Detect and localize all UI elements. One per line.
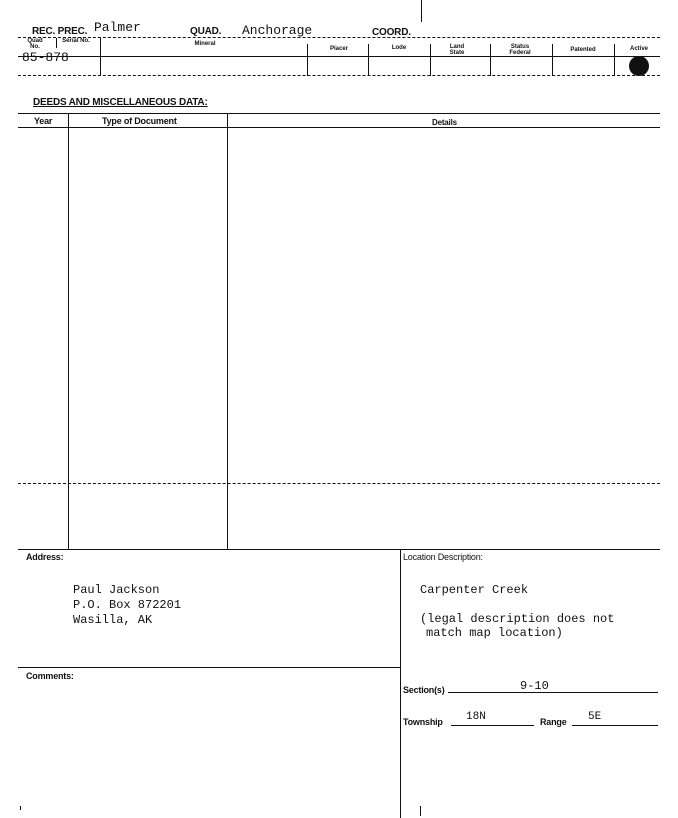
deeds-header-line bbox=[18, 127, 660, 128]
sep-mineral bbox=[307, 44, 308, 76]
sep-serial bbox=[100, 38, 101, 76]
deeds-top-line bbox=[18, 113, 660, 114]
sep-patented bbox=[614, 44, 615, 76]
section-value: 9-10 bbox=[520, 679, 549, 693]
location-note-2: match map location) bbox=[426, 626, 563, 640]
range-label: Range bbox=[540, 717, 567, 727]
col-placer: Placer bbox=[329, 46, 348, 52]
location-name: Carpenter Creek bbox=[420, 583, 529, 597]
comments-line bbox=[18, 667, 400, 668]
coord-label: COORD. bbox=[372, 27, 411, 38]
section-label: Section(s) bbox=[403, 685, 445, 695]
col-lode: Lode bbox=[391, 45, 407, 51]
col-land-state: Land State bbox=[449, 44, 465, 56]
sep-quad bbox=[56, 38, 57, 48]
sep-placer bbox=[368, 44, 369, 76]
township-value: 18N bbox=[466, 711, 486, 723]
deeds-title: DEEDS AND MISCELLANEOUS DATA: bbox=[33, 97, 208, 108]
deeds-fold-line bbox=[18, 483, 660, 484]
col-patented: Patented bbox=[570, 47, 596, 53]
sep-lode bbox=[430, 44, 431, 76]
rec-prec-value: Palmer bbox=[94, 20, 141, 35]
bottom-center-divider bbox=[400, 549, 401, 818]
quad-label: QUAD. bbox=[190, 26, 222, 37]
active-dot bbox=[629, 56, 649, 76]
header-dashed-bottom bbox=[18, 75, 660, 76]
header-dashed-top bbox=[18, 37, 660, 38]
address-label: Address: bbox=[26, 552, 64, 562]
comments-label: Comments: bbox=[26, 671, 74, 681]
section-underline bbox=[448, 692, 658, 693]
address-line: P.O. Box 872201 bbox=[73, 598, 182, 612]
address-line: Wasilla, AK bbox=[73, 613, 153, 627]
quad-value: Anchorage bbox=[242, 23, 313, 38]
address-block bbox=[73, 583, 181, 628]
col-status-federal: Status Federal bbox=[509, 44, 531, 56]
col-quad-no: Quad No. bbox=[27, 38, 43, 50]
col-active: Active bbox=[629, 46, 648, 52]
location-label: Location Description: bbox=[403, 552, 483, 562]
corner-mark bbox=[20, 806, 21, 810]
col-serial-no: Serial No. bbox=[62, 38, 90, 44]
township-underline bbox=[451, 725, 534, 726]
col-mineral: Mineral bbox=[194, 41, 216, 47]
deeds-col-type: Type of Document bbox=[102, 116, 177, 126]
location-note-1: (legal description does not bbox=[420, 612, 615, 626]
sep-status bbox=[552, 44, 553, 76]
sep-land bbox=[490, 44, 491, 76]
address-line: Paul Jackson bbox=[73, 583, 160, 597]
quad-no-value: 85-878 bbox=[22, 50, 69, 65]
range-underline bbox=[572, 725, 658, 726]
deeds-col-details: Details bbox=[432, 118, 457, 127]
range-value: 5E bbox=[588, 711, 602, 723]
township-label: Township bbox=[403, 717, 443, 727]
deeds-bottom-line bbox=[18, 549, 660, 550]
rec-prec-label: REC. PREC. bbox=[32, 26, 88, 37]
bottom-tick bbox=[420, 806, 421, 816]
header-row-line bbox=[18, 56, 660, 57]
registration-tick bbox=[421, 0, 422, 22]
deeds-col-year: Year bbox=[34, 116, 53, 126]
